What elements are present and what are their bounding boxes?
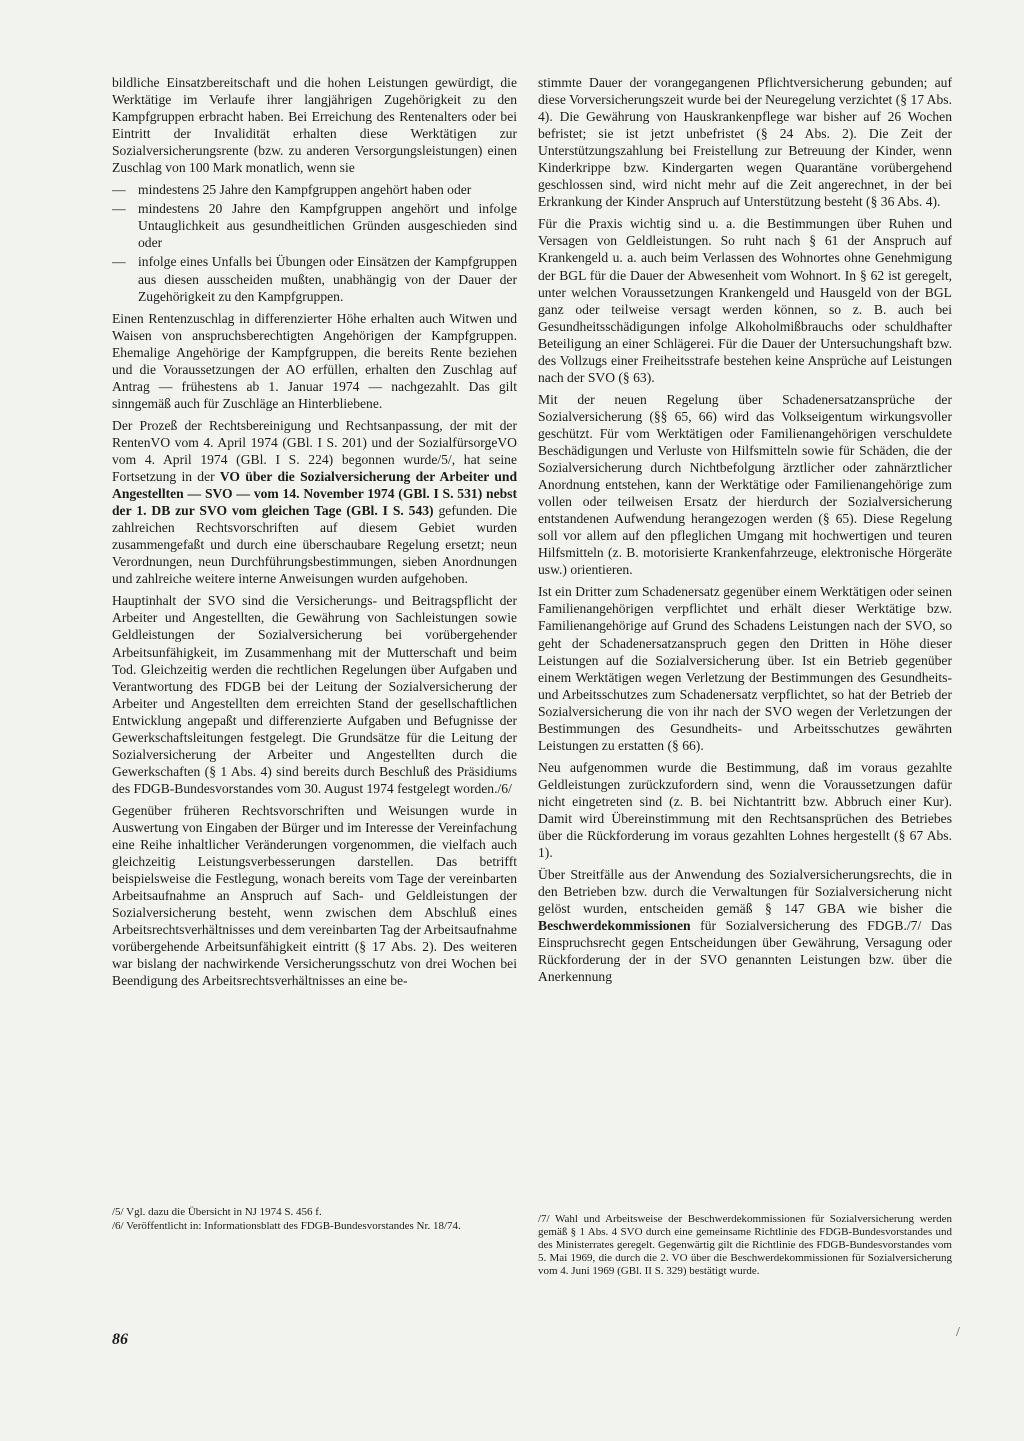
page-number: 86 (112, 1331, 128, 1348)
list-item: — mindestens 25 Jahre den Kampfgruppen angehört haben oder (112, 181, 517, 198)
paragraph: Gegenüber früheren Rechtsvorschriften und Weisungen wurde in Auswertung von Eingaben der Bürger und im Interesse der Vereinfachung eine Reihe inhaltlicher Veränderungen vorgenommen, die vielfach auch gleichzeitig Leistungsverbesserungen darstellen. Das betrifft beispielsweise die Festlegung, wonach bereits vom Tage der vereinbarten Arbeitsaufnahme an Anspruch auf Sach- und Geldleistungen der Sozialversicherung besteht, wenn zwischen dem Abschluß eines Arbeitsrechtsverhältnisses und dem vereinbarten Tag der Arbeitsaufnahme vorübergehende Arbeitsunfähigkeit eintritt (§ 17 Abs. 2). Des weiteren war bislang der nachwirkende Versicherungsschutz von drei Wochen bei Beendigung des Arbeitsrechtsverhältnisses an eine be- (112, 802, 517, 989)
text-run: für Sozialversicherung des FDGB./7/ Das Einspruchsrecht gegen Entscheidungen über Gewährung, Versagung oder Rückforderung der in der SVO genannten Leistungen bzw. über die Anerkennung (538, 918, 952, 985)
paragraph: stimmte Dauer der vorangegangenen Pflichtversicherung gebunden; auf diese Vorversicherungszeit wurde bei der Neuregelung verzichtet (§ 17 Abs. 4). Die Gewährung von Hauskrankenpflege war bisher auf 26 Wochen befristet; sie ist jetzt unbefristet (§ 24 Abs. 2). Die Zeit der Unterstützungszahlung bei Freistellung zur Betreuung der Kinder, wenn Kinderkrippe bzw. Kindergarten wegen Quarantäne vorübergehend geschlossen sind, wird nicht mehr auf die Zeit angerechnet, in der bei Erkrankung der Kinder Anspruch auf Unterstützung besteht (§ 36 Abs. 4). (538, 75, 952, 210)
list-item: — infolge eines Unfalls bei Übungen oder Einsätzen der Kampfgruppen aus diesen ausscheiden mußten, unabhängig von der Dauer der Zugehörigkeit zu den Kampfgruppen. (112, 253, 517, 304)
paragraph (538, 866, 952, 985)
paragraph: Ist ein Dritter zum Schadenersatz gegenüber einem Werktätigen oder seinen Familienangehörigen verpflichtet und erhält dieser Werktätige bzw. Familienangehörige auf Grund des Schadens Leistungen nach der SVO, so geht der Schadenersatzanspruch gegen den Dritten in Höhe dieser Leistungen auf die Sozialversicherung über. Ist ein Betrieb gegenüber einem Werktätigen wegen Verletzung der Bestimmungen des Gesundheits- und Arbeitsschutzes zum Schadenersatz verpflichtet, so hat der Betrieb der Sozialversicherung die von ihr nach der SVO wegen der Verletzungen der Bestimmungen des Gesundheits- und Arbeitsschutzes gewährten Leistungen zu erstatten (§ 66). (538, 584, 952, 753)
margin-mark: / (956, 1325, 960, 1340)
text-run: gefunden. Die zahlreichen Rechtsvorschriften auf diesem Gebiet wurden zusammengefaßt und durch eine überschaubare Regelung ersetzt; neun Verordnungen, neun Durchführungsbestimmungen, sieben Anordnungen und zahlreiche weitere interne Anweisungen wurden aufgehoben. (112, 503, 517, 587)
list-item: — mindestens 20 Jahre den Kampfgruppen angehört und infolge Untauglichkeit aus gesundheitlichen Gründen ausgeschieden sind oder (112, 200, 517, 251)
footnote: /5/ Vgl. dazu die Übersicht in NJ 1974 S. 456 f. (112, 1206, 322, 1218)
paragraph: Einen Rentenzuschlag in differenzierter Höhe erhalten auch Witwen und Waisen von anspruchsberechtigten Angehörigen der Kampfgruppen. Ehemalige Angehörige der Kampfgruppen, die bereits Rente beziehen und die Voraussetzungen der AO erfüllen, erhalten den Zuschlag auf Antrag — frühestens ab 1. Januar 1974 — nachgezahlt. Das gilt sinngemäß auch für Zuschläge an Hinterbliebene. (112, 310, 517, 411)
paragraph: Hauptinhalt der SVO sind die Versicherungs- und Beitragspflicht der Arbeiter und Angestellten, die Gewährung von Sachleistungen sowie Geldleistungen der Sozialversicherung bei vorübergehender Arbeitsunfähigkeit, im Zusammenhang mit der Mutterschaft und beim Tod. Gleichzeitig werden die rechtlichen Regelungen über Aufgaben und Verantwortung des FDGB bei der Leitung der Sozialversicherung der Arbeiter und Angestellten dem erreichten Stand der gesellschaftlichen Entwicklung angepaßt und differenzierte Aufgaben und Befugnisse der Gewerkschaftsleitungen festgelegt. Die Grundsätze für die Leitung der Sozialversicherung der Arbeiter und Angestellten durch die Gewerkschaften (§ 1 Abs. 4) sind bereits durch Beschluß des Präsidiums des FDGB-Bundesvorstandes vom 30. August 1974 festgelegt worden./6/ (112, 593, 517, 796)
bold-reference: VO über die Sozialversicherung der Arbeiter und Angestellten — SVO — vom 14. November 1974 (GBl. I S. 531) nebst der 1. DB zur SVO vom gleichen Tage (GBl. I S. 543) (112, 469, 517, 519)
footnotes-right (538, 1213, 952, 1279)
paragraph: bildliche Einsatzbereitschaft und die hohen Leistungen gewürdigt, die Werktätige im Verlaufe ihrer langjährigen Zugehörigkeit zu den Kampfgruppen erbracht haben. Bei Erreichung des Rentenalters oder bei Eintritt der Invalidität erhalten diese Werktätigen zur Sozialversicherungsrente (bzw. zu anderen Versorgungsleistungen) einen Zuschlag von 100 Mark monatlich, wenn sie (112, 75, 517, 176)
paragraph: Neu aufgenommen wurde die Bestimmung, daß im voraus gezahlte Geldleistungen zurückzufordern sind, wenn die Voraussetzungen dafür nicht eingetreten sind (z. B. bei Nichtantritt bzw. Abbruch einer Kur). Damit wird Übereinstimmung mit den Rechtsansprüchen des Betriebes über die Rückforderung im voraus gezahlten Lohnes hergestellt (§ 67 Abs. 1). (538, 759, 952, 861)
condition-list (112, 181, 517, 304)
bold-term: Beschwerdekommissionen (538, 918, 691, 934)
paragraph (112, 417, 517, 587)
right-column (538, 74, 952, 990)
footnote: /7/ Wahl und Arbeitsweise der Beschwerdekommissionen für Sozialversicherung werden gemäß § 1 Abs. 4 SVO durch eine gemeinsame Richtlinie des FDGB-Bundesvorstandes und des Ministerrates geregelt. Gegenwärtig gilt die Richtlinie des FDGB-Bundesvorstandes vom 5. Mai 1969, die durch die 2. VO über die Beschwerdekommissionen für Sozialversicherung vom 4. Juni 1969 (GBl. II S. 329) bestätigt wurde. (538, 1213, 952, 1277)
text-run: Über Streitfälle aus der Anwendung des Sozialversicherungsrechts, die in den Betrieben bzw. durch die Verwaltungen für Sozialversicherung nicht gelöst wurden, entscheiden gemäß § 147 GBA wie bisher die (538, 867, 952, 917)
paragraph: Für die Praxis wichtig sind u. a. die Bestimmungen über Ruhen und Versagen von Geldleistungen. So ruht nach § 61 der Anspruch auf Krankengeld u. a. auch beim Verlassen des Wohnortes ohne Genehmigung der BGL für die Dauer der Abwesenheit vom Wohnort. In § 62 ist geregelt, unter welchen Voraussetzungen Krankengeld und Hausgeld von der BGL ganz oder teilweise versagt werden können, so z. B. auch bei Gesundheitsschädigungen infolge Alkoholmißbrauchs oder schuldhafter Beteiligung an einer Schlägerei. Für die Dauer der Untersuchungshaft bzw. des Vollzugs einer Freiheitsstrafe bestehen keine Ansprüche auf Leistungen nach der SVO (§ 63). (538, 216, 952, 385)
text-run: Der Prozeß der Rechtsbereinigung und Rechtsanpassung, der mit der RentenVO vom 4. April 1974 (GBl. I S. 201) und der SozialfürsorgeVO vom 4. April 1974 (GBl. I S. 224) begonnen wurde/5/, hat seine Fortsetzung in der (112, 417, 517, 485)
footnote: /6/ Veröffentlicht in: Informationsblatt des FDGB-Bundesvorstandes Nr. 18/74. (112, 1220, 461, 1232)
paragraph: Mit der neuen Regelung über Schadenersatzansprüche der Sozialversicherung (§§ 65, 66) wird das Volkseigentum wirkungsvoller geschützt. Für vom Werktätigen oder Familienangehörigen verschuldete Beschädigungen und Verluste von Hilfsmitteln sowie für Schäden, die der Sozialversicherung durch Nichtbefolgung ärztlicher oder zahnärztlicher Anordnung entstehen, kann der Werktätige oder Familienangehörige zum vollen oder teilweisen Ersatz der hierdurch der Sozialversicherung entstandenen Aufwendung herangezogen werden (§ 65). Diese Regelung soll vor allem auf den pfleglichen Umgang mit hochwertigen und teuren Hilfsmitteln (z. B. motorisierte Krankenfahrzeuge, elektronische Hörgeräte usw.) orientieren. (538, 391, 952, 578)
footnotes-left (112, 1206, 517, 1234)
left-column (112, 74, 517, 994)
